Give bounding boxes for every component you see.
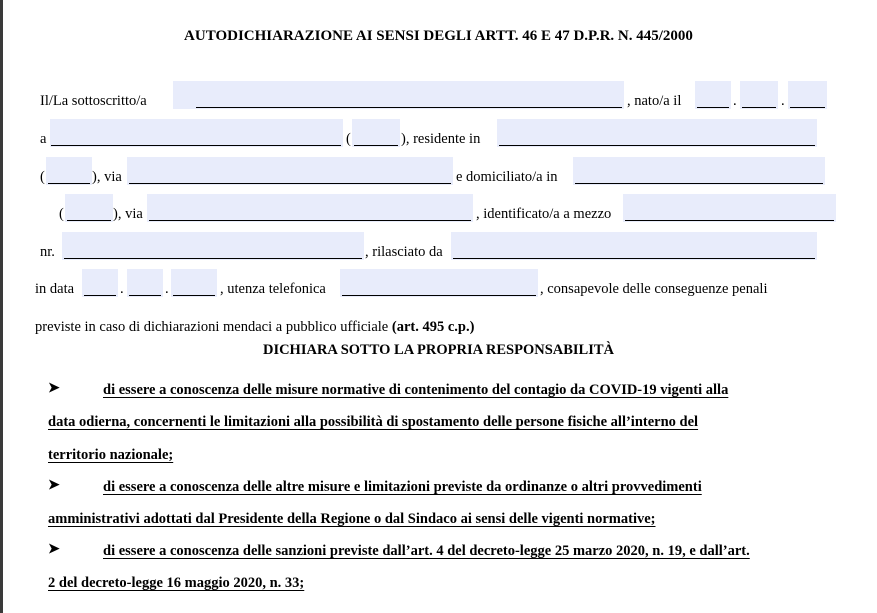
luogo-underline: [51, 145, 341, 146]
art-495-label: (art. 495 c.p.): [391, 319, 475, 335]
prov-dom-underline: [67, 220, 111, 221]
nascita-giorno-field[interactable]: [695, 81, 731, 109]
domicilio-field[interactable]: [573, 157, 825, 185]
previste-line: [35, 318, 474, 336]
arrow-bullet-icon: ➤: [48, 542, 60, 557]
nascita-mese-field[interactable]: [740, 81, 778, 109]
declaration-1-line-3: territorio nazionale;: [48, 447, 174, 463]
documento-field[interactable]: [623, 194, 836, 222]
ril-mese-underline: [129, 295, 161, 296]
date-dot: .: [120, 281, 124, 297]
provincia-underline: [354, 145, 398, 146]
numero-underline: [64, 258, 362, 259]
documento-underline: [625, 220, 834, 221]
residente-label: ), residente in: [401, 131, 481, 147]
sottoscritto-label: Il/La sottoscritto/a: [40, 93, 147, 109]
via-domicilio-field[interactable]: [147, 194, 473, 222]
page-edge: [0, 0, 3, 613]
consapevole-label: , consapevole delle conseguenze penali: [540, 281, 768, 297]
declaration-2-line-1: di essere a conoscenza delle altre misure e limitazioni previste da ordinanze o altri provvedimenti: [103, 479, 702, 495]
telefono-field[interactable]: [340, 269, 538, 297]
identificato-label: , identificato/a a mezzo: [476, 206, 612, 222]
luogo-nascita-field[interactable]: [50, 119, 343, 147]
via-label: ), via: [113, 206, 143, 222]
nome-underline: [196, 107, 622, 108]
arrow-bullet-icon: ➤: [48, 478, 60, 493]
nascita-anno-field[interactable]: [788, 81, 827, 109]
anno-underline: [790, 107, 825, 108]
nato-label: , nato/a il: [627, 93, 682, 109]
declaration-1-line-2: data odierna, concernenti le limitazioni alla possibilità di spostamento delle persone fisiche all’interno del: [48, 414, 699, 430]
via-residenza-field[interactable]: [127, 157, 453, 185]
declaration-3-line-1: di essere a conoscenza delle sanzioni previste dall’art. 4 del decreto-legge 25 marzo 2020, n. 19, e dall’art.: [103, 543, 750, 559]
residenza-underline: [499, 145, 815, 146]
declaration-2-line-2: amministrativi adottati dal Presidente della Regione o dal Sindaco ai sensi delle vigenti normative;: [48, 511, 656, 527]
telefono-underline: [342, 295, 536, 296]
nome-cognome-field[interactable]: [173, 81, 624, 109]
rilasciato-label: , rilasciato da: [365, 244, 443, 260]
previste-label: previste in caso di dichiarazioni mendaci a pubblico ufficiale: [35, 319, 389, 335]
domiciliato-label: e domiciliato/a in: [456, 169, 558, 185]
residenza-field[interactable]: [497, 119, 817, 147]
arrow-bullet-icon: ➤: [48, 381, 60, 396]
ril-anno-underline: [173, 295, 215, 296]
giorno-underline: [697, 107, 729, 108]
paren-open: (: [59, 206, 64, 222]
declaration-3-line-2: 2 del decreto-legge 16 maggio 2020, n. 33;: [48, 575, 305, 591]
mese-underline: [742, 107, 776, 108]
rilasciato-underline: [453, 258, 815, 259]
rilasciato-da-field[interactable]: [451, 232, 817, 260]
rilascio-mese-field[interactable]: [127, 269, 163, 297]
via-dom-underline: [149, 220, 471, 221]
in-data-label: in data: [35, 281, 75, 297]
via-res-underline: [129, 183, 451, 184]
rilascio-giorno-field[interactable]: [82, 269, 118, 297]
provincia-nascita-field[interactable]: [352, 119, 400, 147]
declaration-1-line-1: di essere a conoscenza delle misure normative di contenimento del contagio da COVID-19 vigenti alla: [103, 382, 729, 398]
a-label: a: [40, 131, 47, 147]
numero-documento-field[interactable]: [62, 232, 364, 260]
prov-res-underline: [48, 183, 90, 184]
nr-label: nr.: [40, 244, 55, 260]
ril-giorno-underline: [84, 295, 116, 296]
provincia-domicilio-field[interactable]: [65, 194, 113, 222]
rilascio-anno-field[interactable]: [171, 269, 217, 297]
utenza-label: , utenza telefonica: [220, 281, 326, 297]
via-label: ), via: [92, 169, 122, 185]
paren-open: (: [40, 169, 45, 185]
paren-open: (: [346, 131, 351, 147]
domicilio-underline: [575, 183, 823, 184]
provincia-residenza-field[interactable]: [46, 157, 92, 185]
date-dot: .: [781, 93, 785, 109]
date-dot: .: [165, 281, 169, 297]
page-title: AUTODICHIARAZIONE AI SENSI DEGLI ARTT. 46 E 47 D.P.R. N. 445/2000: [184, 28, 693, 44]
declaration-heading: DICHIARA SOTTO LA PROPRIA RESPONSABILITÀ: [262, 342, 615, 358]
date-dot: .: [733, 93, 737, 109]
